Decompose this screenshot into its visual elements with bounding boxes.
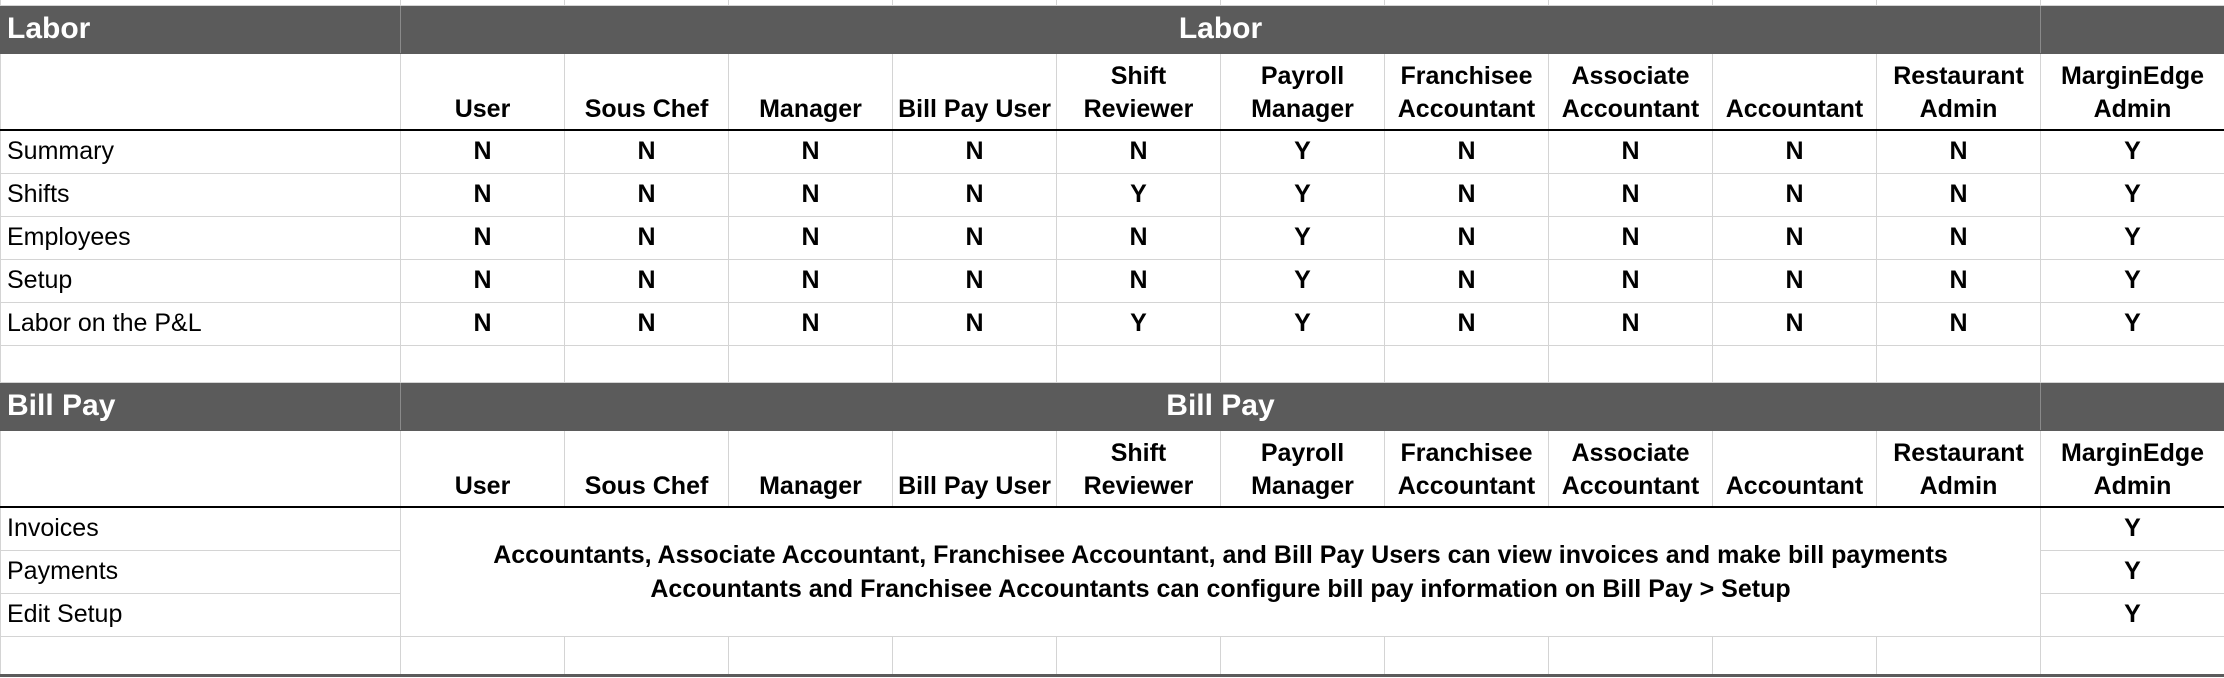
permission-no: N bbox=[729, 173, 893, 216]
row-label: Labor on the P&L bbox=[1, 302, 401, 345]
role-header: MarginEdge Admin bbox=[2041, 430, 2224, 507]
permission-no: N bbox=[1385, 130, 1549, 173]
row-label: Edit Setup bbox=[1, 593, 401, 636]
permission-no: N bbox=[1549, 130, 1713, 173]
permission-no: N bbox=[893, 216, 1057, 259]
labor-header-row bbox=[1, 53, 2224, 130]
permission-no: N bbox=[1385, 173, 1549, 216]
permission-no: N bbox=[1549, 302, 1713, 345]
row-label: Setup bbox=[1, 259, 401, 302]
permission-yes: Y bbox=[2041, 302, 2224, 345]
role-header: Bill Pay User bbox=[893, 53, 1057, 130]
permission-yes: Y bbox=[2041, 507, 2224, 550]
permission-no: N bbox=[729, 302, 893, 345]
permission-yes: Y bbox=[2041, 130, 2224, 173]
permission-row bbox=[1, 173, 2224, 216]
section-title: Labor bbox=[401, 5, 2041, 53]
permission-yes: Y bbox=[2041, 259, 2224, 302]
band-end-cell bbox=[2041, 5, 2224, 53]
permission-row bbox=[1, 302, 2224, 345]
header-corner-cell bbox=[1, 53, 401, 130]
permission-no: N bbox=[1877, 173, 2041, 216]
spacer-row bbox=[1, 345, 2224, 382]
permission-no: N bbox=[1713, 130, 1877, 173]
permission-no: N bbox=[1877, 259, 2041, 302]
role-header: Manager bbox=[729, 430, 893, 507]
labor-band-row bbox=[1, 5, 2224, 53]
permission-yes: Y bbox=[2041, 593, 2224, 636]
role-header: Franchisee Accountant bbox=[1385, 430, 1549, 507]
permission-no: N bbox=[893, 173, 1057, 216]
row-label: Invoices bbox=[1, 507, 401, 550]
bill-pay-note bbox=[401, 507, 2041, 636]
permission-no: N bbox=[1385, 302, 1549, 345]
role-header: Shift Reviewer bbox=[1057, 53, 1221, 130]
permission-no: N bbox=[1877, 216, 2041, 259]
permission-no: N bbox=[565, 259, 729, 302]
permission-no: N bbox=[401, 130, 565, 173]
permission-yes: Y bbox=[1221, 130, 1385, 173]
role-header: Restaurant Admin bbox=[1877, 53, 2041, 130]
role-header: Payroll Manager bbox=[1221, 430, 1385, 507]
permission-no: N bbox=[893, 302, 1057, 345]
permission-no: N bbox=[565, 173, 729, 216]
permission-no: N bbox=[565, 130, 729, 173]
permission-no: N bbox=[1877, 302, 2041, 345]
note-line: Accountants and Franchisee Accountants can configure bill pay information on Bill Pay > Setup bbox=[650, 574, 1791, 603]
row-label: Shifts bbox=[1, 173, 401, 216]
permission-no: N bbox=[1713, 173, 1877, 216]
role-header: User bbox=[401, 430, 565, 507]
header-corner-cell bbox=[1, 430, 401, 507]
role-header: Accountant bbox=[1713, 430, 1877, 507]
role-header: Restaurant Admin bbox=[1877, 430, 2041, 507]
permission-yes: Y bbox=[1221, 302, 1385, 345]
role-header: Associate Accountant bbox=[1549, 53, 1713, 130]
permission-no: N bbox=[893, 259, 1057, 302]
bottom-row bbox=[1, 636, 2224, 675]
role-header: Shift Reviewer bbox=[1057, 430, 1221, 507]
permission-no: N bbox=[1549, 259, 1713, 302]
role-header: Accountant bbox=[1713, 53, 1877, 130]
note-line: Accountants, Associate Accountant, Franchisee Accountant, and Bill Pay Users can view invoices and make bill payments bbox=[493, 540, 1948, 569]
role-header: Sous Chef bbox=[565, 430, 729, 507]
row-label: Summary bbox=[1, 130, 401, 173]
band-end-cell bbox=[2041, 382, 2224, 430]
permission-yes: Y bbox=[2041, 550, 2224, 593]
permission-no: N bbox=[401, 216, 565, 259]
permission-no: N bbox=[565, 216, 729, 259]
permission-no: N bbox=[893, 130, 1057, 173]
section-label: Bill Pay bbox=[1, 382, 401, 430]
role-header: User bbox=[401, 53, 565, 130]
permission-yes: Y bbox=[1221, 173, 1385, 216]
permission-no: N bbox=[401, 259, 565, 302]
role-header: Payroll Manager bbox=[1221, 53, 1385, 130]
role-header: Manager bbox=[729, 53, 893, 130]
role-header: Bill Pay User bbox=[893, 430, 1057, 507]
permission-no: N bbox=[565, 302, 729, 345]
permission-no: N bbox=[729, 259, 893, 302]
section-label: Labor bbox=[1, 5, 401, 53]
permission-no: N bbox=[1549, 216, 1713, 259]
permission-row bbox=[1, 507, 2224, 550]
permission-no: N bbox=[1713, 216, 1877, 259]
permission-no: N bbox=[1057, 130, 1221, 173]
permission-no: N bbox=[729, 216, 893, 259]
row-label: Payments bbox=[1, 550, 401, 593]
permission-row bbox=[1, 130, 2224, 173]
billpay-band-row bbox=[1, 382, 2224, 430]
permission-no: N bbox=[401, 173, 565, 216]
permission-no: N bbox=[1057, 216, 1221, 259]
permission-row bbox=[1, 216, 2224, 259]
permission-no: N bbox=[1057, 259, 1221, 302]
permission-yes: Y bbox=[1057, 173, 1221, 216]
permission-no: N bbox=[401, 302, 565, 345]
role-header: Associate Accountant bbox=[1549, 430, 1713, 507]
permission-yes: Y bbox=[1221, 259, 1385, 302]
permission-no: N bbox=[1549, 173, 1713, 216]
permission-no: N bbox=[1713, 302, 1877, 345]
role-header: Franchisee Accountant bbox=[1385, 53, 1549, 130]
permission-yes: Y bbox=[2041, 173, 2224, 216]
permission-no: N bbox=[1713, 259, 1877, 302]
permission-no: N bbox=[1385, 259, 1549, 302]
role-header: MarginEdge Admin bbox=[2041, 53, 2224, 130]
row-label: Employees bbox=[1, 216, 401, 259]
section-title: Bill Pay bbox=[401, 382, 2041, 430]
permission-no: N bbox=[729, 130, 893, 173]
billpay-header-row bbox=[1, 430, 2224, 507]
permission-yes: Y bbox=[2041, 216, 2224, 259]
permission-yes: Y bbox=[1057, 302, 1221, 345]
permission-yes: Y bbox=[1221, 216, 1385, 259]
permission-no: N bbox=[1877, 130, 2041, 173]
role-header: Sous Chef bbox=[565, 53, 729, 130]
permission-row bbox=[1, 259, 2224, 302]
permission-no: N bbox=[1385, 216, 1549, 259]
